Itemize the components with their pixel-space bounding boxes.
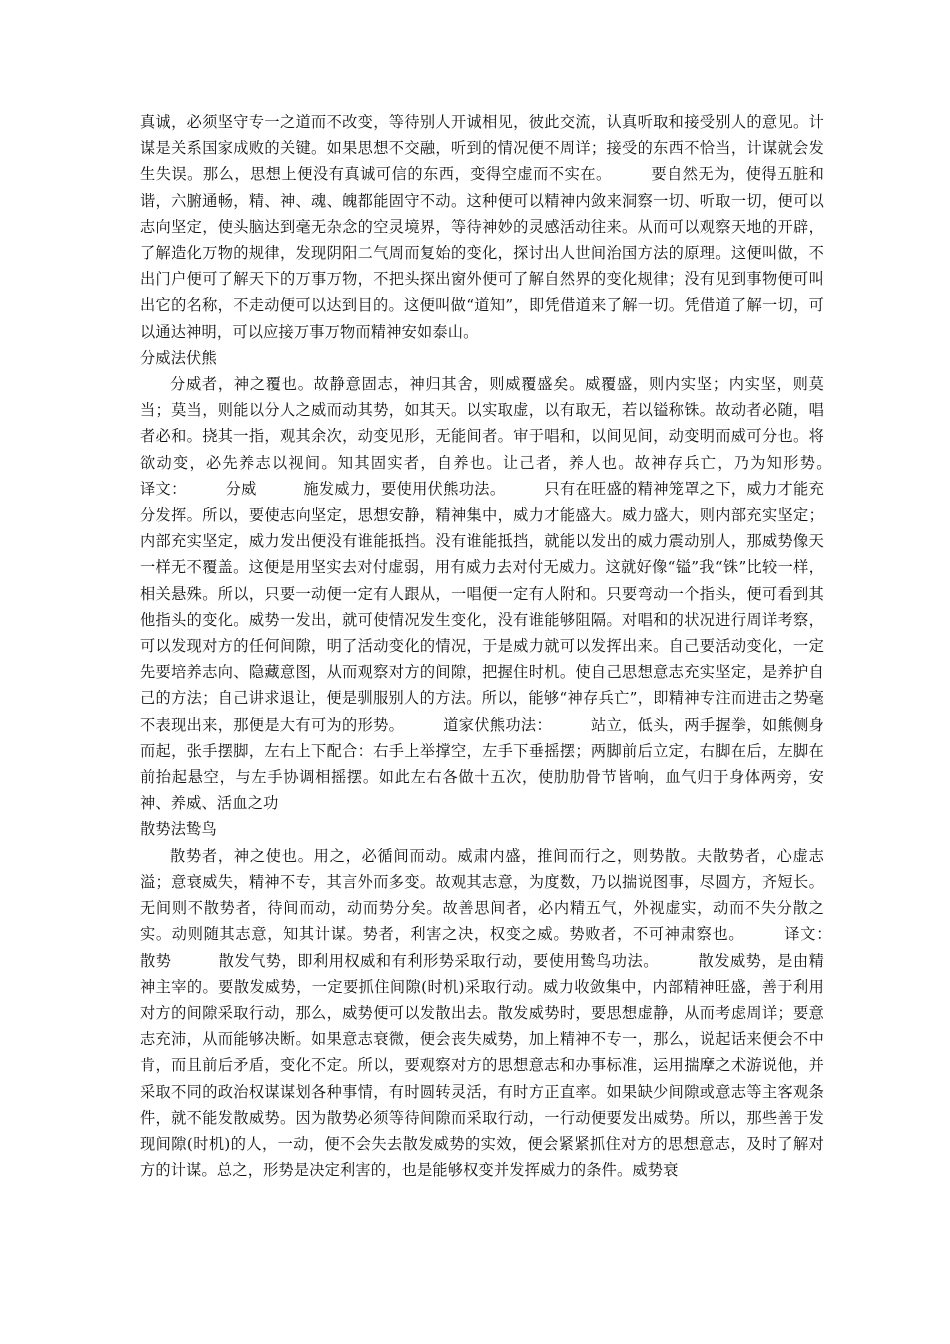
section-heading-fen-wei: 分威法伏熊 xyxy=(140,348,217,367)
document-page xyxy=(140,109,871,1183)
paragraph-3: 散势者，神之使也。用之，必循间而动。威肃内盛，推间而行之，则势散。夫散势者，心虚志溢；意衰威失，精神不专，其言外而多变。故观其志意，为度数，乃以揣说图事，尽圆方，齐短长。无间则不散势者，待间而动，动而势分矣。故善思间者，必内精五气，外视虚实，动而不失分散之实。动则随其志意，知其计谋。势者，利害之决，权变之威。势败者，不可神肃察也。 译文： 散势 散发气势，即利用权威和有利形势采取行动，要使用鸷鸟功法。 散发威势，是由精神主宰的。要散发威势，一定要抓住间隙(时机)采取行动。威力收敛集中，内部精神旺盛，善于利用对方的间隙采取行动，那么，威势便可以发散出去。散发威势时，要思想虚静，从而考虑周详；要意志充沛，从而能够决断。如果意志衰微，便会丧失威势，加上精神不专一，那么，说起话来便会不中肯，而且前后矛盾，变化不定。所以，要观察对方的思想意志和办事标准，运用揣摩之术游说他，并采取不同的政治权谋谋划各种事情，有时圆转灵活，有时方正直率。如果缺少间隙或意志等主客观条件，就不能发散威势。因为散势必须等待间隙而采取行动，一行动便要发出威势。所以，那些善于发现间隙(时机)的人，一动，便不会失去散发威势的实效，便会紧紧抓住对方的思想意志，及时了解对方的计谋。总之，形势是决定利害的，也是能够权变并发挥威力的条件。威势衰 xyxy=(140,846,871,1180)
section-heading-san-shi: 散势法鸷鸟 xyxy=(140,820,217,839)
paragraph-2: 分威者，神之覆也。故静意固志，神归其舍，则威覆盛矣。威覆盛，则内实坚；内实坚，则莫当；莫当，则能以分人之威而动其势，如其天。以实取虚，以有取无，若以镒称铢。故动者必随，唱者必和。挠其一指，观其余次，动变见形，无能间者。审于唱和，以间见间，动变明而威可分也。将欲动变，必先养志以视间。知其固实者，自养也。让己者，养人也。故神存兵亡，乃为知形势。 译文： 分威 施发威力，要使用伏熊功法。 只有在旺盛的精神笼罩之下，威力才能充分发挥。所以，要使志向坚定，思想安静，精神集中，威力才能盛大。威力盛大，则内部充实坚定；内部充实坚定，威力发出便没有谁能抵挡。没有谁能抵挡，就能以发出的威力震动别人，那威势像天一样无不覆盖。这便是用坚实去对付虚弱，用有威力去对付无威力。这就好像“镒”我“铢”比较一样，相关悬殊。所以，只要一动便一定有人跟从，一唱便一定有人附和。只要弯动一个指头，便可看到其他指头的变化。威势一发出，就可使情况发生变化，没有谁能够阻隔。对唱和的状况进行周详考察，可以发现对方的任何间隙，明了活动变化的情况，于是威力就可以发挥出来。自己要活动变化，一定先要培养志向、隐藏意图，从而观察对方的间隙，把握住时机。使自己思想意志充实坚定，是养护自己的方法；自己讲求退让，便是驯服别人的方法。所以，能够“神存兵亡”，即精神专注而进击之势毫不表现出来，那便是大有可为的形势。 道家伏熊功法： 站立，低头，两手握拳，如熊侧身而起，张手摆脚，左右上下配合：右手上举撑空，左手下垂摇摆；两脚前后立定，右脚在后，左脚在前抬起悬空，与左手协调相摇摆。如此左右各做十五次，使肋肋骨节皆响，血气归于身体两旁，安神、养威、活血之功 xyxy=(140,375,871,813)
paragraph-1: 真诚，必须坚守专一之道而不改变，等待别人开诚相见，彼此交流，认真听取和接受别人的意见。计谋是关系国家成败的关键。如果思想不交融，听到的情况便不周详；接受的东西不恰当，计谋就会发生失误。那么，思想上便没有真诚可信的东西，变得空虚而不实在。 要自然无为，使得五脏和谐，六腑通畅，精、神、魂、魄都能固守不动。这种便可以精神内敛来洞察一切、听取一切，便可以志向坚定，使头脑达到毫无杂念的空灵境界，等待神妙的灵感活动往来。从而可以观察天地的开辟，了解造化万物的规律，发现阴阳二气周而复始的变化，探讨出人世间治国方法的原理。这便叫做，不出门户便可了解天下的万事万物，不把头探出窗外便可了解自然界的变化规律；没有见到事物便可叫出它的名称，不走动便可以达到目的。这便叫做“道知”，即凭借道来了解一切。凭借道了解一切，可以通达神明，可以应接万事万物而精神安如泰山。 xyxy=(140,113,824,341)
